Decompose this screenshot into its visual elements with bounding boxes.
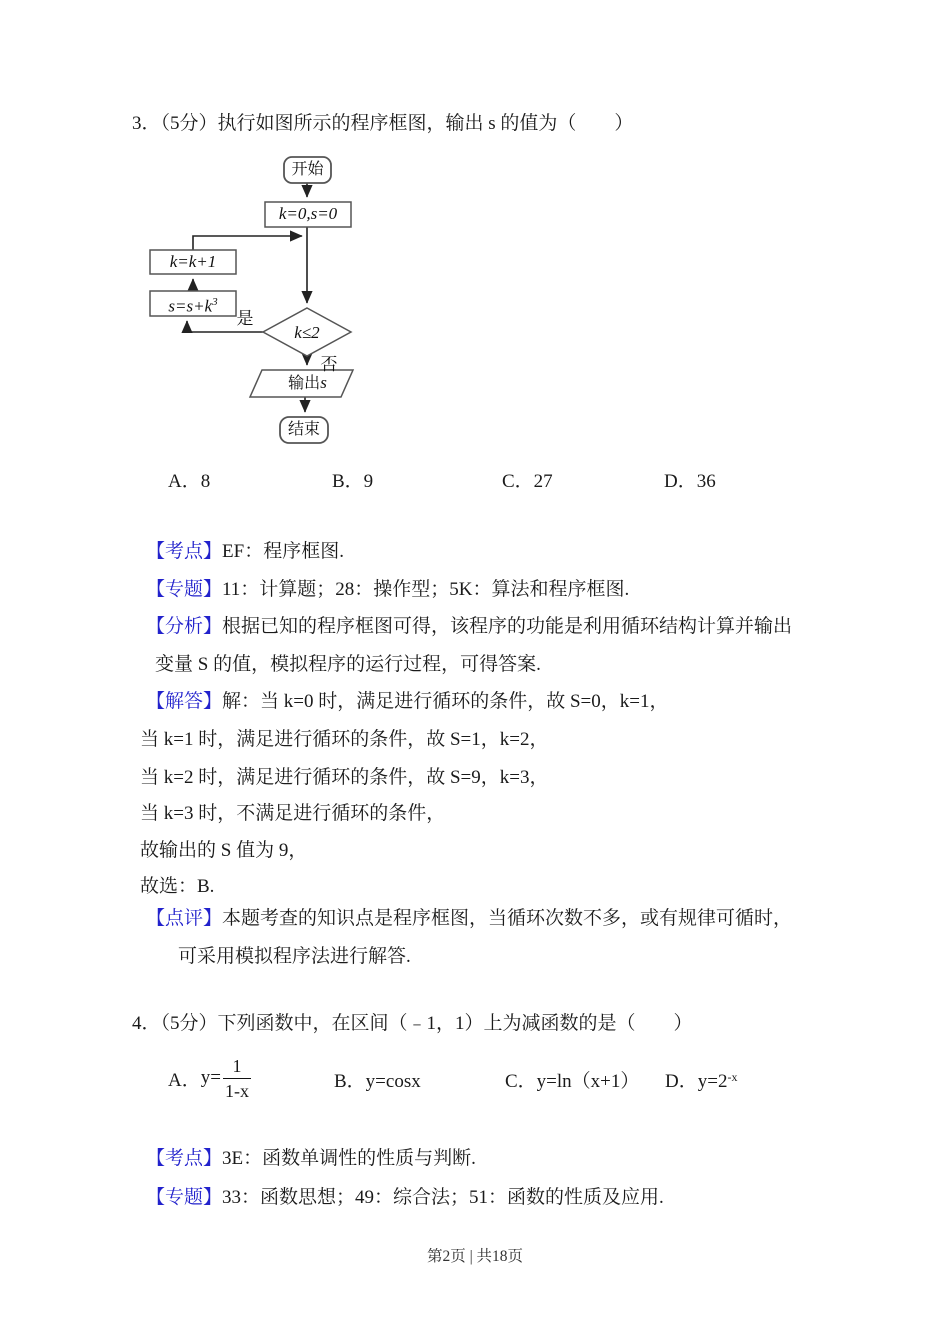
condition-label: k≤2 <box>294 323 320 342</box>
q3-option-c: C．27 <box>502 471 553 492</box>
q3-flowchart <box>145 152 375 452</box>
init-label: k=0,s=0 <box>278 204 338 223</box>
accumulate-label <box>150 292 236 317</box>
q3-fenxi-line2: 变量 S 的值，模拟程序的运行过程，可得答案. <box>155 654 541 675</box>
no-branch-label: 否 <box>320 355 338 374</box>
end-label: 结束 <box>287 421 320 438</box>
q3-zhuanti-line <box>146 578 629 602</box>
q4-kaodian-text: 3E：函数单调性的性质与判断. <box>222 1148 476 1169</box>
q4-option-d-base <box>665 1071 727 1092</box>
q4-option-a-label: A． <box>168 1069 201 1091</box>
q3-jieda-line6: 故选：B. <box>140 876 215 897</box>
q3-dianping-line1 <box>146 907 792 931</box>
q4-option-d-label: D． <box>665 1071 698 1092</box>
page-footer: 第2页 | 共18页 <box>426 1248 524 1265</box>
q4-option-a <box>168 1054 251 1102</box>
fraction-numerator: 1 <box>223 1055 251 1079</box>
q3-option-a: A．8 <box>168 471 211 492</box>
jieda-text1: 解：当 k=0 时，满足进行循环的条件，故 S=0，k=1， <box>222 691 669 712</box>
q4-option-d-expr: y=2 <box>697 1071 728 1092</box>
q3-dianping-line2: 可采用模拟程序法进行解答. <box>178 946 411 967</box>
q3-jieda-line3: 当 k=2 时，满足进行循环的条件，故 S=9，k=3， <box>140 767 549 788</box>
q4-zhuanti-label: 【专题】 <box>146 1187 223 1208</box>
fraction <box>223 1055 251 1102</box>
output-variable: s <box>320 373 327 392</box>
q4-zhuanti-line <box>146 1186 664 1210</box>
q4-option-b: B．y=cosx <box>334 1071 421 1092</box>
q3-title: 3．（5分）执行如图所示的程序框图，输出 s 的值为（ ） <box>132 113 634 134</box>
q3-option-d: D．36 <box>664 471 716 492</box>
q4-option-c: C．y=ln（x+1） <box>505 1071 640 1092</box>
q4-title: 4．（5分）下列函数中，在区间（﹣1，1）上为减函数的是（ ） <box>132 1013 693 1034</box>
output-label <box>262 373 353 394</box>
q4-option-a-prefix: y= <box>200 1067 221 1088</box>
q4-option-d <box>665 1066 737 1093</box>
arrow-loopback-to-junction <box>193 236 302 250</box>
q3-kaodian-line <box>146 540 344 564</box>
q3-jieda-line2: 当 k=1 时，满足进行循环的条件，故 S=1，k=2， <box>140 729 549 750</box>
zhuanti-text: 11：计算题；28：操作型；5K：算法和程序框图. <box>222 579 630 600</box>
q4-option-d-exponent: -x <box>727 1070 738 1084</box>
kaodian-label: 【考点】 <box>146 541 223 562</box>
output-prefix: 输出 <box>288 375 321 392</box>
fraction-denominator: 1-x <box>224 1080 249 1101</box>
kaodian-text: EF：程序框图. <box>222 541 344 562</box>
accumulate-base: s=s+k <box>168 296 213 316</box>
yes-branch-label: 是 <box>236 309 254 328</box>
q4-zhuanti-text: 33：函数思想；49：综合法；51：函数的性质及应用. <box>222 1187 664 1208</box>
increment-label: k=k+1 <box>169 252 217 271</box>
q4-kaodian-line <box>146 1147 476 1171</box>
dianping-label: 【点评】 <box>146 908 223 929</box>
q3-jieda-line4: 当 k=3 时，不满足进行循环的条件， <box>140 803 446 824</box>
q3-jieda-line1 <box>146 690 668 714</box>
q3-fenxi-line1 <box>146 615 792 639</box>
dianping-text1: 本题考查的知识点是程序框图，当循环次数不多，或有规律可循时， <box>222 908 793 929</box>
fenxi-label: 【分析】 <box>146 616 223 637</box>
accumulate-exponent: 3 <box>212 296 218 308</box>
q4-kaodian-label: 【考点】 <box>146 1148 223 1169</box>
q3-jieda-line5: 故输出的 S 值为 9， <box>140 840 308 861</box>
jieda-label: 【解答】 <box>146 691 223 712</box>
zhuanti-label: 【专题】 <box>146 579 223 600</box>
q3-option-b: B．9 <box>332 471 374 492</box>
fenxi-text1: 根据已知的程序框图可得，该程序的功能是利用循环结构计算并输出 <box>222 616 793 637</box>
start-label: 开始 <box>291 161 324 178</box>
